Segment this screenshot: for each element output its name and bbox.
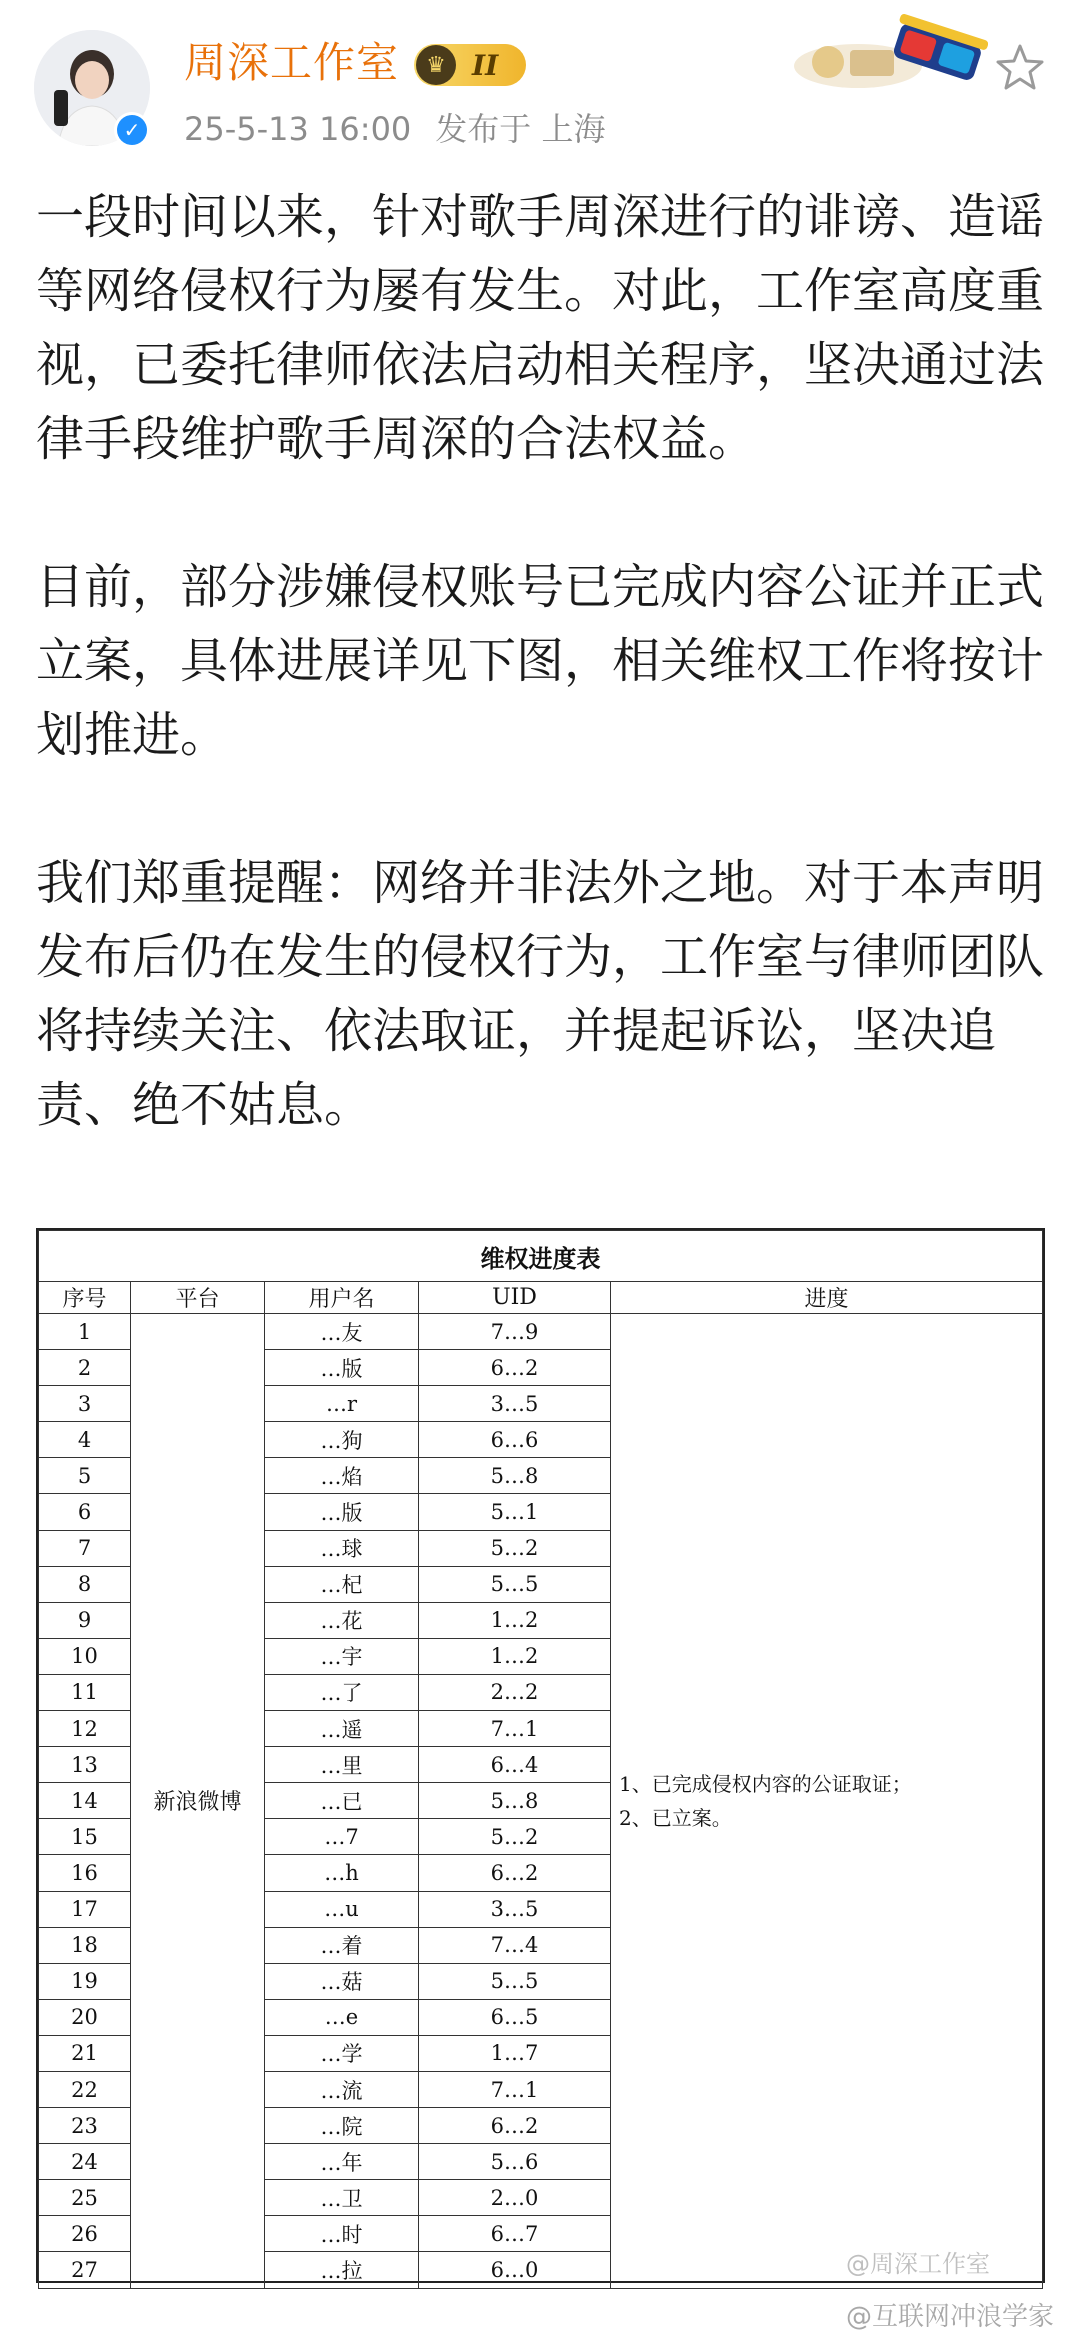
cell-no: 18	[39, 1927, 131, 1963]
cell-uid: 6…0	[419, 2252, 611, 2288]
table-row	[39, 1314, 1043, 1350]
cell-username: …菇	[265, 1963, 419, 1999]
cell-username: …版	[265, 1494, 419, 1530]
table-title: 维权进度表	[39, 1231, 1043, 1282]
level-badge[interactable]	[414, 44, 526, 86]
cell-uid: 7…9	[419, 1314, 611, 1350]
cell-username: …花	[265, 1602, 419, 1638]
post-header	[0, 0, 1080, 160]
cell-uid: 1…7	[419, 2035, 611, 2071]
cell-no: 9	[39, 1602, 131, 1638]
cell-uid: 5…1	[419, 1494, 611, 1530]
verified-badge-icon: ✓	[114, 112, 150, 148]
cell-username: …狗	[265, 1422, 419, 1458]
cell-no: 19	[39, 1963, 131, 1999]
crown-icon: ♛	[416, 45, 456, 85]
cell-no: 13	[39, 1747, 131, 1783]
cell-username: …着	[265, 1927, 419, 1963]
cell-uid: 2…2	[419, 1674, 611, 1710]
cell-uid: 1…2	[419, 1638, 611, 1674]
progress-table	[38, 1230, 1043, 2289]
cell-no: 7	[39, 1530, 131, 1566]
cell-uid: 7…1	[419, 2071, 611, 2107]
cell-no: 17	[39, 1891, 131, 1927]
cell-no: 2	[39, 1350, 131, 1386]
cell-username: …宇	[265, 1638, 419, 1674]
cell-no: 12	[39, 1711, 131, 1747]
post-paragraph: 我们郑重提醒：网络并非法外之地。对于本声明发布后仍在发生的侵权行为，工作室与律师团队将持续关注、依法取证，并提起诉讼，坚决追责、绝不姑息。	[36, 855, 1045, 1133]
inner-watermark: @周深工作室	[846, 2250, 990, 2278]
cell-username: …球	[265, 1530, 419, 1566]
cell-no: 16	[39, 1855, 131, 1891]
cell-no: 15	[39, 1819, 131, 1855]
cell-uid: 5…2	[419, 1819, 611, 1855]
cell-uid: 6…2	[419, 1855, 611, 1891]
cell-platform: 新浪微博	[131, 1314, 265, 2289]
cell-no: 10	[39, 1638, 131, 1674]
cell-uid: 3…5	[419, 1386, 611, 1422]
post-location: 发布于 上海	[435, 110, 606, 148]
cell-username: …e	[265, 1999, 419, 2035]
progress-line: 1、已完成侵权内容的公证取证；	[619, 1771, 912, 1796]
cell-username: …r	[265, 1386, 419, 1422]
cell-username: …里	[265, 1747, 419, 1783]
outer-watermark: @互联网冲浪学家	[846, 2302, 1055, 2332]
cell-username: …流	[265, 2071, 419, 2107]
cell-username: …h	[265, 1855, 419, 1891]
cell-uid: 6…4	[419, 1747, 611, 1783]
cell-no: 20	[39, 1999, 131, 2035]
cell-username: …年	[265, 2144, 419, 2180]
cell-no: 21	[39, 2035, 131, 2071]
cell-uid: 5…6	[419, 2144, 611, 2180]
cell-no: 3	[39, 1386, 131, 1422]
cell-username: …版	[265, 1350, 419, 1386]
cell-username: …时	[265, 2216, 419, 2252]
cell-no: 14	[39, 1783, 131, 1819]
level-text: II	[472, 48, 499, 82]
cell-no: 27	[39, 2252, 131, 2288]
header-platform: 平台	[131, 1282, 265, 1314]
cell-progress	[611, 1314, 1043, 2289]
cell-username: …学	[265, 2035, 419, 2071]
cell-username: …卫	[265, 2180, 419, 2216]
username[interactable]: 周深工作室	[184, 38, 400, 87]
cell-no: 26	[39, 2216, 131, 2252]
cell-username: …7	[265, 1819, 419, 1855]
cell-no: 1	[39, 1314, 131, 1350]
cell-uid: 6…6	[419, 1422, 611, 1458]
cell-no: 6	[39, 1494, 131, 1530]
cell-no: 5	[39, 1458, 131, 1494]
cell-username: …已	[265, 1783, 419, 1819]
cell-uid: 6…2	[419, 1350, 611, 1386]
progress-line: 2、已立案。	[619, 1805, 732, 1830]
cell-uid: 5…8	[419, 1458, 611, 1494]
cell-no: 8	[39, 1566, 131, 1602]
cell-no: 11	[39, 1674, 131, 1710]
header-progress: 进度	[611, 1282, 1043, 1314]
cell-uid: 7…1	[419, 1711, 611, 1747]
cell-uid: 5…5	[419, 1566, 611, 1602]
post-body	[36, 180, 1046, 1142]
cell-username: …杞	[265, 1566, 419, 1602]
cell-username: …了	[265, 1674, 419, 1710]
decoration-card-icon[interactable]	[788, 14, 988, 94]
cell-uid: 6…5	[419, 1999, 611, 2035]
cell-no: 22	[39, 2071, 131, 2107]
cell-uid: 5…5	[419, 1963, 611, 1999]
post-paragraph: 目前，部分涉嫌侵权账号已完成内容公证并正式立案，具体进展详见下图，相关维权工作将按计划推进。	[36, 559, 1045, 763]
header-username: 用户名	[265, 1282, 419, 1314]
cell-no: 25	[39, 2180, 131, 2216]
cell-uid: 1…2	[419, 1602, 611, 1638]
cell-no: 23	[39, 2108, 131, 2144]
cell-username: …院	[265, 2108, 419, 2144]
favorite-star-icon[interactable]	[992, 40, 1048, 96]
header-no: 序号	[39, 1282, 131, 1314]
cell-username: …u	[265, 1891, 419, 1927]
cell-uid: 5…8	[419, 1783, 611, 1819]
cell-no: 4	[39, 1422, 131, 1458]
cell-username: …拉	[265, 2252, 419, 2288]
cell-username: …友	[265, 1314, 419, 1350]
cell-uid: 5…2	[419, 1530, 611, 1566]
cell-uid: 6…2	[419, 2108, 611, 2144]
cell-username: …遥	[265, 1711, 419, 1747]
cell-uid: 3…5	[419, 1891, 611, 1927]
post-meta	[184, 104, 605, 150]
cell-no: 24	[39, 2144, 131, 2180]
header-uid: UID	[419, 1282, 611, 1314]
post-date: 25-5-13 16:00	[184, 110, 412, 148]
cell-uid: 2…0	[419, 2180, 611, 2216]
progress-table-image[interactable]	[36, 1228, 1045, 2283]
cell-username: …焰	[265, 1458, 419, 1494]
cell-uid: 7…4	[419, 1927, 611, 1963]
post-paragraph: 一段时间以来，针对歌手周深进行的诽谤、造谣等网络侵权行为屡有发生。对此，工作室高度重视，已委托律师依法启动相关程序，坚决通过法律手段维护歌手周深的合法权益。	[36, 189, 1045, 467]
cell-uid: 6…7	[419, 2216, 611, 2252]
